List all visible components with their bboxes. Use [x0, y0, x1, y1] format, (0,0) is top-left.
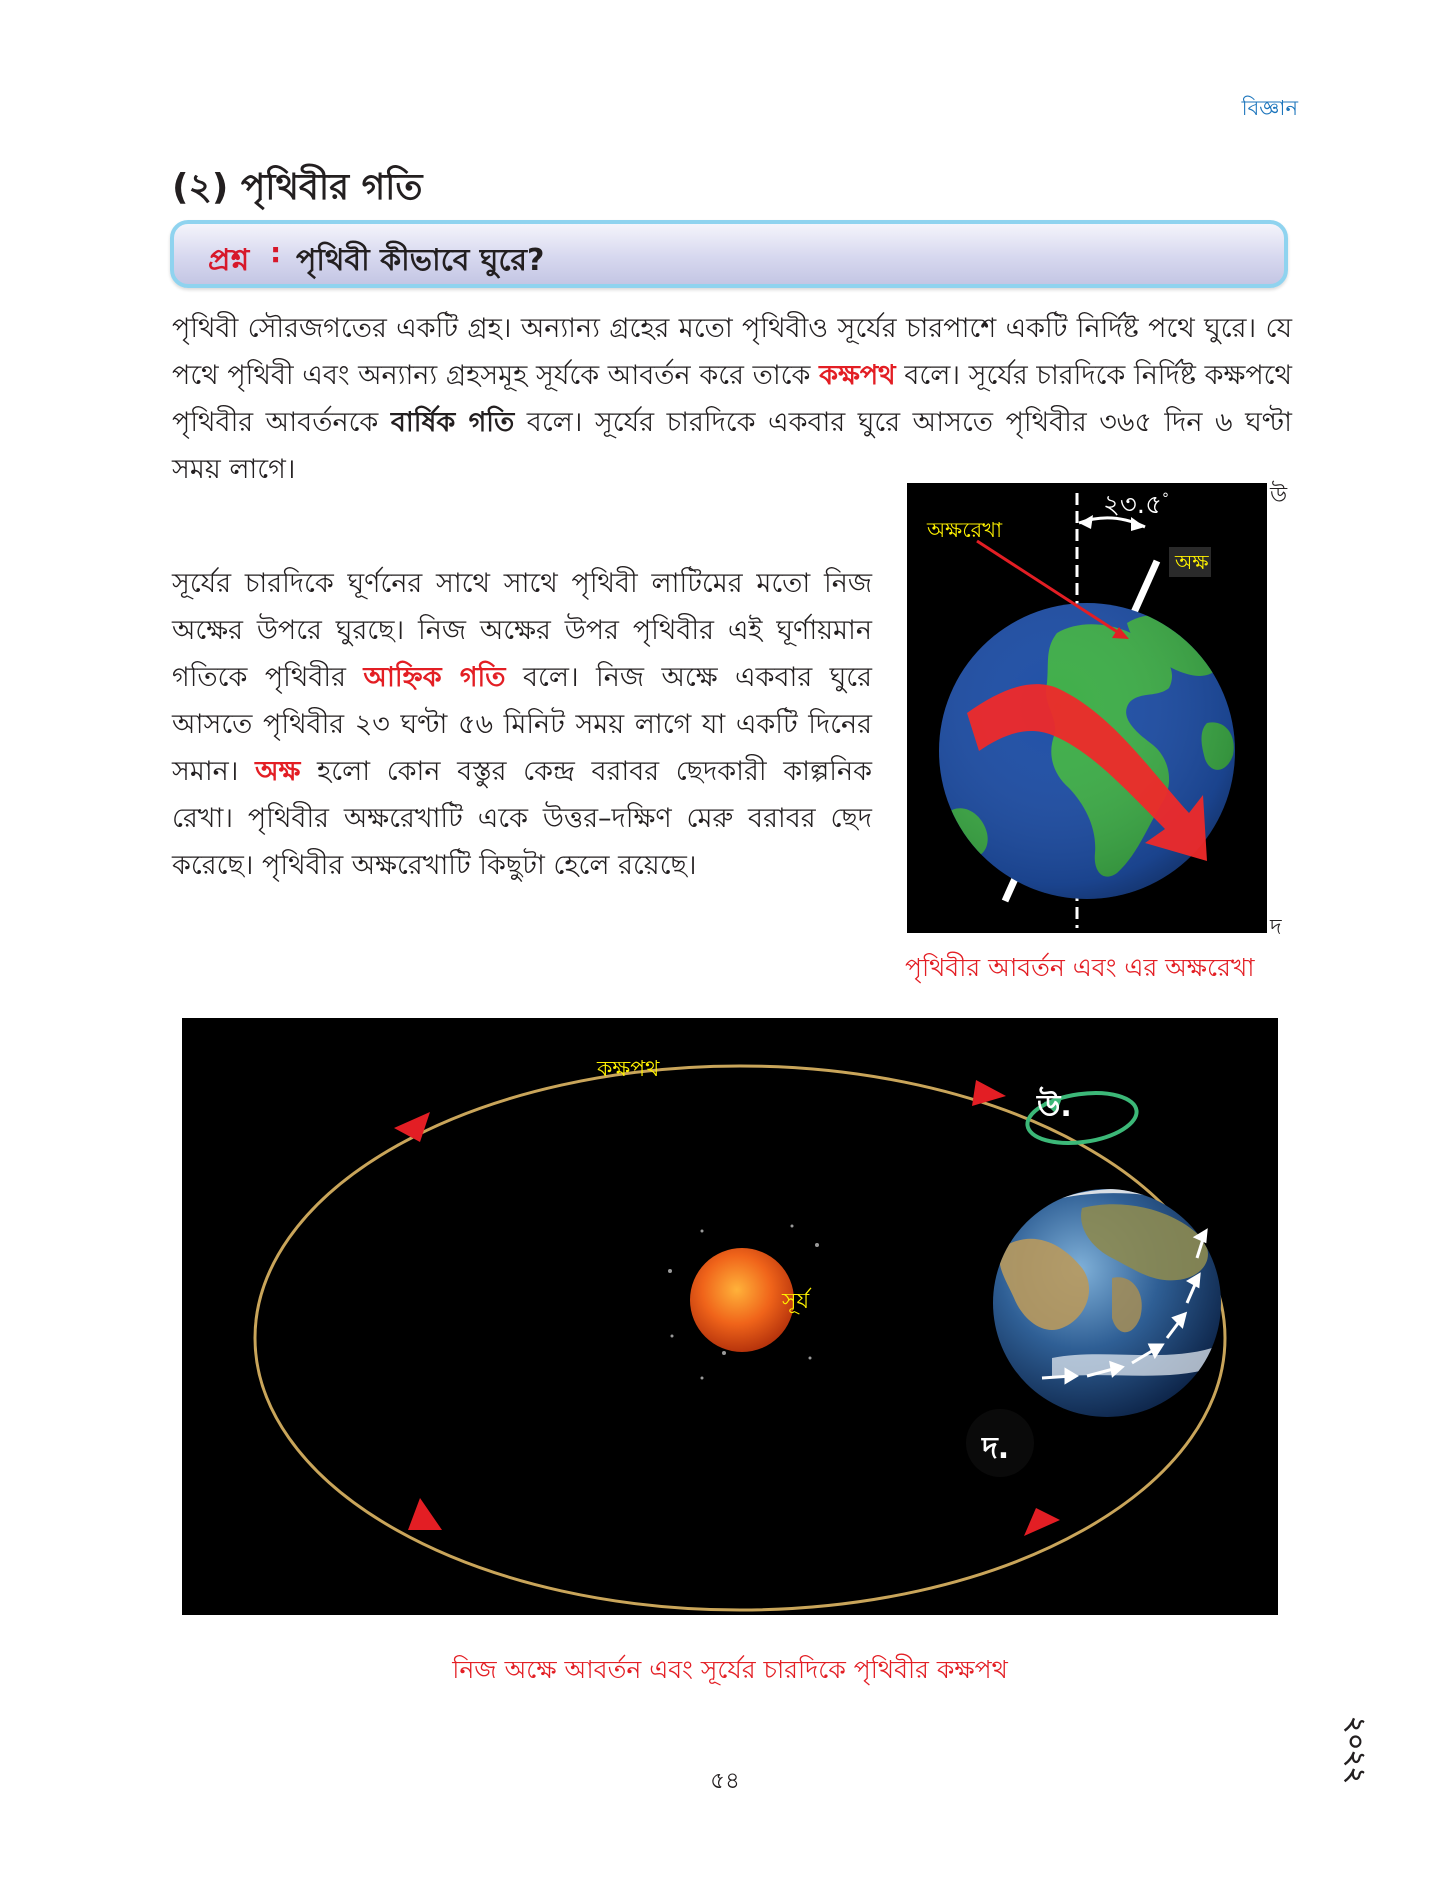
orbit-figure [182, 1018, 1278, 1615]
sun [690, 1248, 794, 1352]
section-title: (২) পৃথিবীর গতি [172, 167, 423, 208]
question-text: পৃথিবী কীভাবে ঘুরে? [296, 243, 545, 278]
keyword-orbit: কক্ষপথ [819, 360, 896, 391]
earth-axis-illustration [907, 483, 1267, 933]
tilt-angle-value: ২৩.৫ [1103, 490, 1162, 520]
question-colon: : [270, 236, 282, 269]
side-year-number: ২০২২ [1340, 1716, 1371, 1784]
paragraph-annual-motion [172, 305, 1292, 493]
south-label: দ [1270, 915, 1282, 940]
orbit-illustration [182, 1018, 1278, 1615]
paragraph-daily-motion [172, 560, 872, 889]
para2-text-2: বলে। নিজ অক্ষে একবার ঘুরে আসতে পৃথিবীর ২৩ ঘণ্টা ৫৬ মিনিট সময় লাগে যা একটি দিনের সমান। [172, 662, 872, 787]
question-label: প্রশ্ন [208, 243, 250, 278]
orbit-arrow [972, 1080, 1006, 1106]
keyword-axis: অক্ষ [255, 756, 301, 787]
orbit-label: কক্ষপথ [597, 1057, 660, 1082]
orbit-figure-caption: নিজ অক্ষে আবর্তন এবং সূর্যের চারদিকে পৃথিবীর কক্ষপথ [452, 1655, 1008, 1684]
orbit-arrow [394, 1112, 430, 1142]
south-pole-label: দ. [982, 1431, 1010, 1466]
orbit-arrow [1024, 1508, 1060, 1536]
sun-label: সূর্য [782, 1289, 810, 1314]
para1-text-3: বলে। সূর্যের চারদিকে একবার ঘুরে আসতে পৃথিবীর ৩৬৫ দিন ৬ ঘণ্টা সময় লাগে। [172, 407, 1292, 485]
para1-text-1: পৃথিবী সৌরজগতের একটি গ্রহ। অন্যান্য গ্রহের মতো পৃথিবীও সূর্যের চারপাশে একটি নির্দিষ্ট পথে ঘুরে। যে পথে পৃথিবী এবং অন্যান্য গ্রহসমূহ সূর্যকে আবর্তন করে তাকে [172, 313, 1292, 391]
north-pole-label: উ. [1037, 1089, 1072, 1124]
running-head: বিজ্ঞান [1241, 96, 1298, 120]
earth-axis-figure [907, 483, 1267, 933]
para2-text-3: হলো কোন বস্তুর কেন্দ্র বরাবর ছেদকারী কাল্পনিক রেখা। পৃথিবীর অক্ষরেখাটি একে উত্তর–দক্ষিণ মেরু বরাবর ছেদ করেছে। পৃথিবীর অক্ষরেখাটি কিছুটা হেলে রয়েছে। [172, 756, 872, 881]
axis-line-label: অক্ষরেখা [927, 518, 1003, 542]
para1-text-2: বলে। সূর্যের চারদিকে নির্দিষ্ট কক্ষপথে পৃথিবীর আবর্তনকে [172, 360, 1292, 438]
axis-label: অক্ষ [1175, 550, 1209, 574]
keyword-annual-motion: বার্ষিক গতি [390, 407, 515, 438]
keyword-daily-motion: আহ্নিক গতি [363, 662, 506, 693]
orbit-arrow [408, 1498, 442, 1530]
question-box [170, 220, 1288, 288]
page-number: ৫৪ [710, 1768, 740, 1794]
para2-text-1: সূর্যের চারদিকে ঘূর্ণনের সাথে সাথে পৃথিবী লাটিমের মতো নিজ অক্ষের উপরে ঘুরছে। নিজ অক্ষের উপর পৃথিবীর এই ঘূর্ণায়মান গতিকে পৃথিবীর [172, 568, 872, 693]
earth-figure-caption: পৃথিবীর আবর্তন এবং এর অক্ষরেখা [905, 953, 1255, 982]
north-label: উ [1270, 483, 1288, 508]
tilt-angle-label: ২৩.৫° [1103, 490, 1169, 520]
